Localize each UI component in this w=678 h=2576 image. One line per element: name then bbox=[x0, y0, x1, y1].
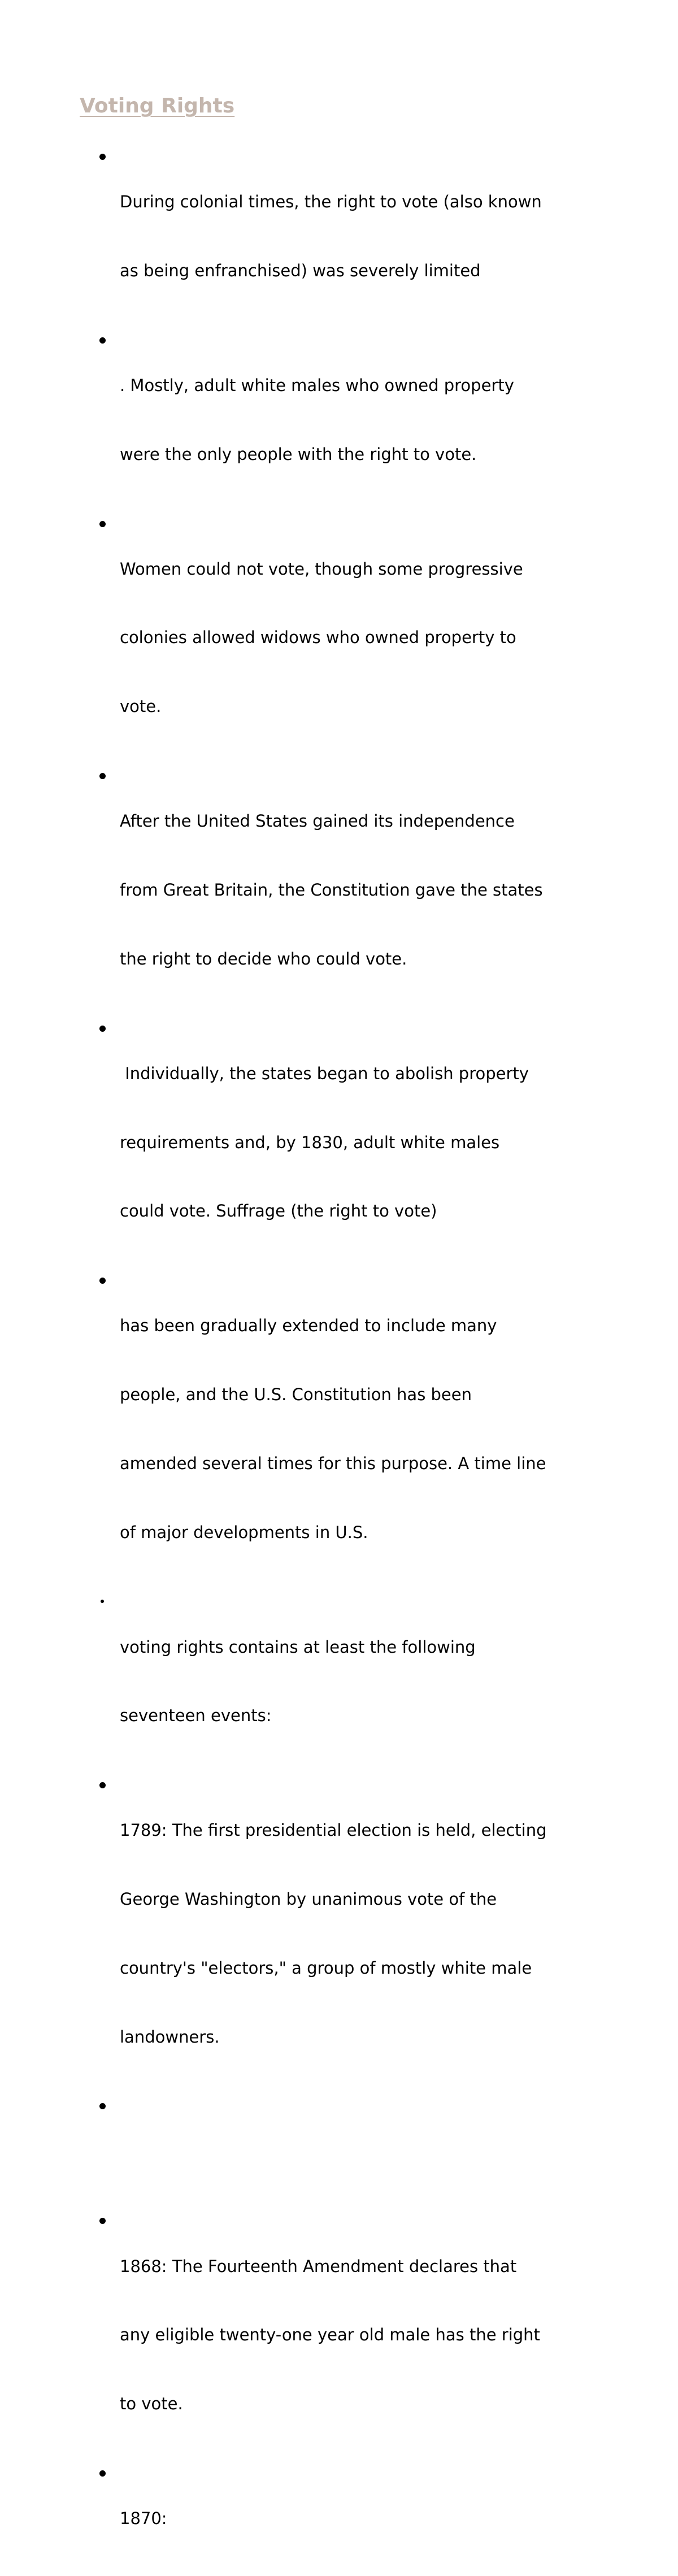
text-line: of major developments in U.S. bbox=[120, 1522, 368, 1542]
list-item bbox=[0, 1773, 547, 2094]
text-line: colonies allowed widows who owned property to bbox=[120, 628, 516, 648]
list-item bbox=[0, 1017, 547, 1269]
text-line: any eligible twenty-one year old male has the right bbox=[120, 2325, 540, 2345]
text-line: amended several times for this purpose. A time line bbox=[120, 1453, 546, 1473]
text-line: to vote. bbox=[120, 2394, 183, 2414]
bullet-icon bbox=[99, 337, 106, 344]
text-line: as being enfranchised) was severely limited bbox=[120, 260, 481, 280]
text-line: Women could not vote, though some progressive bbox=[120, 559, 523, 579]
list-item-text bbox=[120, 1017, 547, 1269]
list-item-text bbox=[120, 328, 547, 512]
bullet-icon bbox=[99, 154, 106, 160]
list-item bbox=[0, 2461, 547, 2576]
list-item-text bbox=[120, 764, 547, 1017]
text-line: landowners. bbox=[120, 2027, 220, 2047]
small-bullet-icon bbox=[101, 1600, 104, 1603]
text-line: . Mostly, adult white males who owned property bbox=[120, 375, 514, 395]
text-line: Individually, the states began to abolish property bbox=[120, 1063, 529, 1083]
text-line bbox=[120, 2140, 547, 2164]
text-line: requirements and, by 1830, adult white males bbox=[120, 1132, 500, 1152]
text-line: During colonial times, the right to vote (also known bbox=[120, 192, 542, 212]
bullet-icon bbox=[99, 2218, 106, 2224]
list-item bbox=[0, 145, 547, 328]
bullet-icon bbox=[99, 2470, 106, 2477]
text-line: 1870: bbox=[120, 2509, 167, 2529]
list-item-text bbox=[120, 145, 547, 328]
text-line: the right to decide who could vote. bbox=[120, 949, 407, 968]
list-item bbox=[0, 2209, 547, 2461]
bullet-icon bbox=[99, 521, 106, 527]
list-item bbox=[0, 328, 547, 512]
list-item-text bbox=[120, 2461, 547, 2576]
bullet-list bbox=[0, 145, 547, 2576]
text-line: voting rights contains at least the following bbox=[120, 1637, 476, 1657]
text-line: were the only people with the right to vote. bbox=[120, 444, 477, 464]
text-line: country's "electors," a group of mostly white male bbox=[120, 1958, 532, 1978]
text-line: could vote. Suffrage (the right to vote) bbox=[120, 1201, 437, 1221]
list-item bbox=[0, 764, 547, 1017]
list-item-text bbox=[120, 2209, 547, 2461]
bullet-icon bbox=[99, 2103, 106, 2109]
text-line: 1868: The Fourteenth Amendment declares that bbox=[120, 2256, 517, 2276]
list-item-text bbox=[120, 512, 547, 764]
list-item bbox=[0, 512, 547, 764]
text-line: has been gradually extended to include many bbox=[120, 1316, 497, 1336]
list-item bbox=[0, 1589, 547, 1773]
list-item-text bbox=[120, 1773, 547, 2094]
list-item-text bbox=[120, 2094, 547, 2209]
bullet-icon bbox=[99, 1782, 106, 1788]
list-item bbox=[0, 1269, 547, 1589]
text-line: George Washington by unanimous vote of the bbox=[120, 1889, 497, 1909]
text-line: seventeen events: bbox=[120, 1706, 272, 1726]
text-line: 1789: The first presidential election is held, electing bbox=[120, 1821, 547, 1840]
list-item-text bbox=[120, 1589, 547, 1773]
list-item-text bbox=[120, 1269, 547, 1589]
text-line: After the United States gained its independence bbox=[120, 811, 515, 831]
list-item-empty bbox=[0, 2094, 547, 2209]
text-line: vote. bbox=[120, 697, 162, 716]
text-line: from Great Britain, the Constitution gave the states bbox=[120, 880, 543, 900]
bullet-icon bbox=[99, 773, 106, 779]
text-line: people, and the U.S. Constitution has been bbox=[120, 1385, 472, 1405]
document-title: Voting Rights bbox=[80, 94, 235, 118]
bullet-icon bbox=[99, 1278, 106, 1284]
bullet-icon bbox=[99, 1026, 106, 1032]
